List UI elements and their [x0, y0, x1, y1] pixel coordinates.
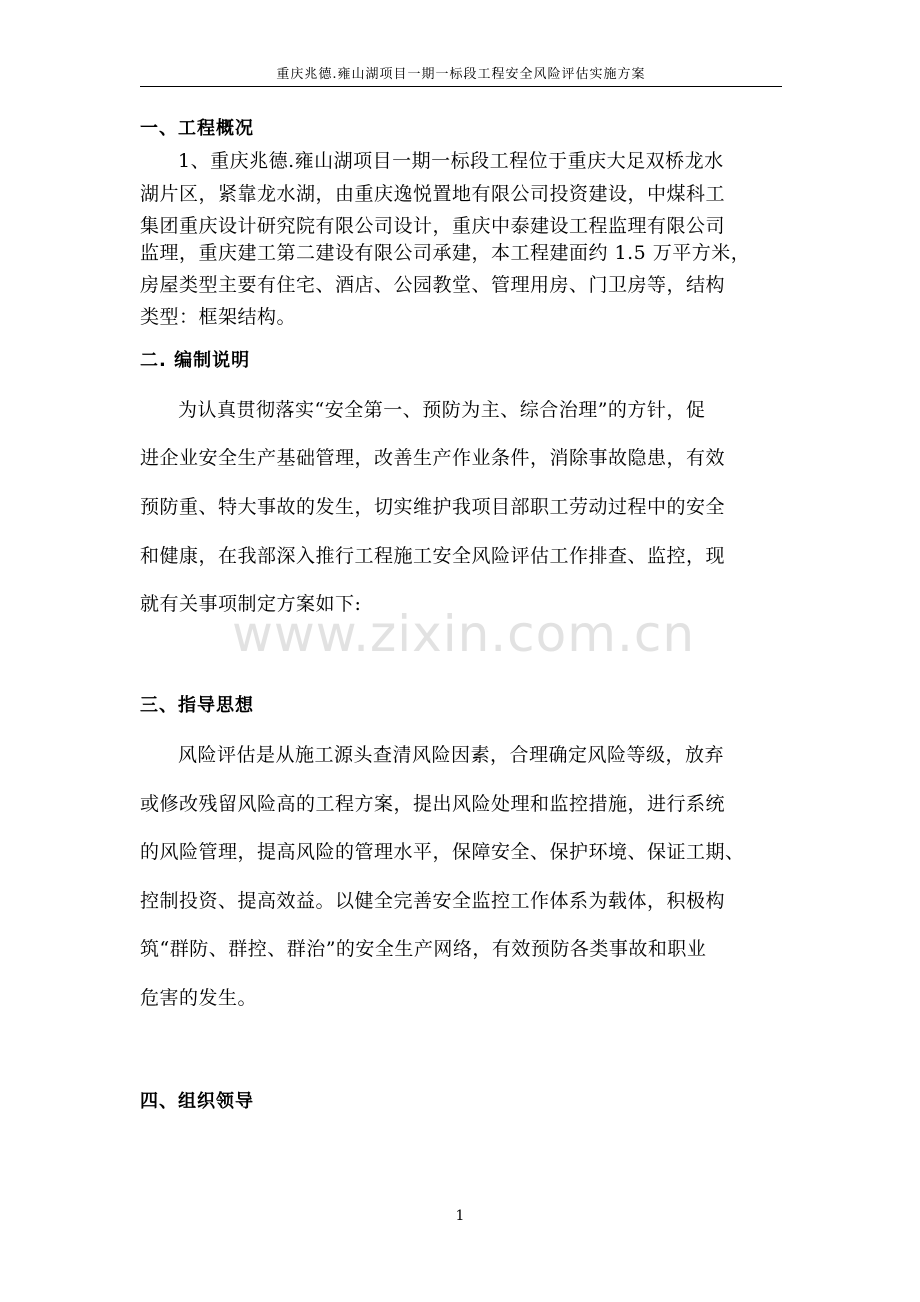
paragraph-line: 和健康，在我部深入推行工程施工安全风险评估工作排查、监控，现: [140, 545, 726, 567]
section-heading: 四、组织领导: [140, 1091, 254, 1112]
page-number: 1: [455, 1208, 465, 1224]
header-rule: [140, 86, 782, 87]
paragraph-line: 的风险管理，提高风险的管理水平，保障安全、保护环境、保证工期、: [140, 841, 745, 863]
paragraph-line: 湖片区，紧靠龙水湖，由重庆逸悦置地有限公司投资建设，中煤科工: [140, 183, 726, 205]
paragraph-line: 或修改残留风险高的工程方案，提出风险处理和监控措施，进行系统: [140, 793, 726, 815]
paragraph-line: 就有关事项制定方案如下:: [140, 593, 362, 615]
paragraph-line: 类型：框架结构。: [140, 306, 297, 328]
paragraph-line: 集团重庆设计研究院有限公司设计，重庆中泰建设工程监理有限公司: [140, 215, 726, 237]
paragraph-line: 房屋类型主要有住宅、酒店、公园教堂、管理用房、门卫房等，结构: [140, 274, 726, 296]
paragraph-line: 风险评估是从施工源头查清风险因素，合理确定风险等级，放弃: [178, 744, 725, 766]
paragraph-line: 预防重、特大事故的发生，切实维护我项目部职工劳动过程中的安全: [140, 496, 726, 518]
watermark: www.zixin.com.cn: [232, 605, 696, 663]
paragraph-line: 进企业安全生产基础管理，改善生产作业条件，消除事故隐患，有效: [140, 447, 726, 469]
paragraph-line: 为认真贯彻落实“安全第一、预防为主、综合治理”的方针，促: [178, 399, 706, 421]
section-heading: 二. 编制说明: [140, 350, 251, 371]
paragraph-line: 筑“群防、群控、群治”的安全生产网络，有效预防各类事故和职业: [140, 938, 707, 960]
paragraph-line: 危害的发生。: [140, 987, 258, 1009]
section-heading: 三、指导思想: [140, 695, 254, 716]
paragraph-line: 控制投资、提高效益。以健全完善安全监控工作体系为载体，积极构: [140, 890, 726, 912]
paragraph-line: 监理，重庆建工第二建设有限公司承建，本工程建面约 1.5 万平方米，: [140, 242, 751, 264]
header-title: 重庆兆德.雍山湖项目一期一标段工程安全风险评估实施方案: [276, 67, 646, 82]
paragraph-line: 1、重庆兆德.雍山湖项目一期一标段工程位于重庆大足双桥龙水: [178, 150, 724, 172]
section-heading: 一、工程概况: [140, 118, 254, 139]
